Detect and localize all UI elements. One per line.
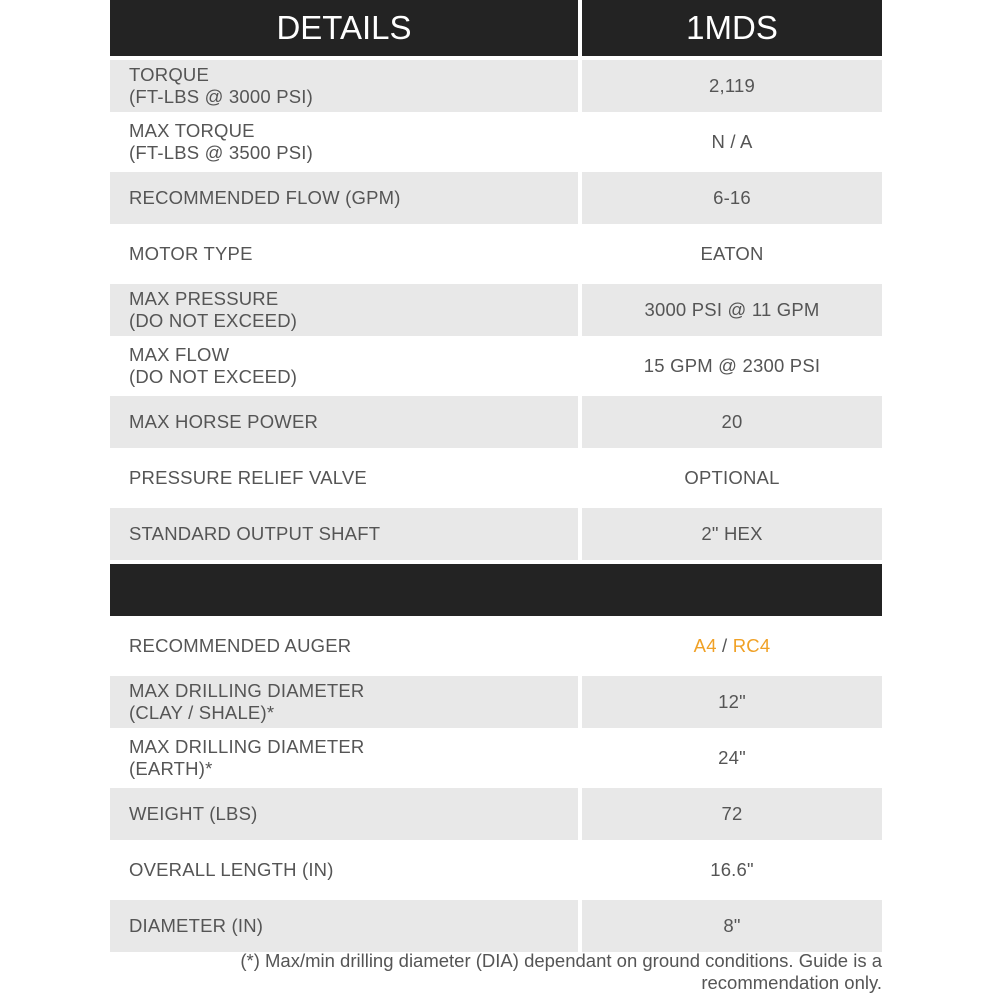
row-value: 15 GPM @ 2300 PSI: [643, 355, 821, 376]
row-value: [582, 620, 882, 672]
row-value: OPTIONAL: [684, 467, 780, 488]
table-row: [110, 396, 882, 448]
row-label: MAX HORSE POWER: [110, 396, 578, 448]
table-row: [110, 900, 882, 952]
row-value: EATON: [700, 243, 764, 264]
section-divider: [110, 564, 882, 616]
row-value: 2" HEX: [582, 508, 882, 560]
table-row: [110, 676, 882, 728]
table-row: [110, 228, 882, 280]
row-label: MAX DRILLING DIAMETER (CLAY / SHALE)*: [110, 676, 578, 728]
table-row-recommended-auger: [110, 620, 882, 672]
auger-link-rc4[interactable]: RC4: [732, 635, 771, 656]
table-row: [110, 844, 882, 896]
footnote: (*) Max/min drilling diameter (DIA) dependant on ground conditions. Guide is a recommendation only.: [240, 950, 882, 993]
spec-rows-top: [110, 60, 882, 560]
row-value: 12": [582, 676, 882, 728]
spec-table: [110, 0, 882, 952]
row-value: 8": [582, 900, 882, 952]
row-value: N / A: [711, 131, 753, 152]
table-header: [110, 0, 882, 56]
row-label: MAX FLOW (DO NOT EXCEED): [129, 344, 298, 387]
row-label: TORQUE (FT-LBS @ 3000 PSI): [110, 60, 578, 112]
table-row: [110, 452, 882, 504]
table-row: [110, 60, 882, 112]
row-value: 3000 PSI @ 11 GPM: [582, 284, 882, 336]
row-value: 24": [718, 747, 746, 768]
row-value: 16.6": [710, 859, 754, 880]
row-label: MAX TORQUE (FT-LBS @ 3500 PSI): [129, 120, 314, 163]
row-label: MOTOR TYPE: [129, 243, 253, 264]
table-row: [110, 788, 882, 840]
row-label: WEIGHT (LBS): [110, 788, 578, 840]
auger-separator: /: [722, 635, 728, 656]
table-row: [110, 284, 882, 336]
row-label: MAX PRESSURE (DO NOT EXCEED): [110, 284, 578, 336]
row-label: DIAMETER (IN): [110, 900, 578, 952]
table-row: [110, 508, 882, 560]
table-row: [110, 340, 882, 392]
row-label: STANDARD OUTPUT SHAFT: [110, 508, 578, 560]
spec-rows-bottom: [110, 676, 882, 952]
auger-link-a4[interactable]: A4: [693, 635, 717, 656]
table-row: [110, 172, 882, 224]
row-label: PRESSURE RELIEF VALVE: [129, 467, 367, 488]
table-row: [110, 116, 882, 168]
header-model: 1MDS: [582, 0, 882, 56]
header-details: DETAILS: [110, 0, 578, 56]
row-label: RECOMMENDED FLOW (GPM): [110, 172, 578, 224]
row-label: OVERALL LENGTH (IN): [129, 859, 334, 880]
table-row: [110, 732, 882, 784]
row-label: MAX DRILLING DIAMETER (EARTH)*: [129, 736, 365, 779]
row-value: 6-16: [582, 172, 882, 224]
row-value: 2,119: [582, 60, 882, 112]
row-value: 20: [582, 396, 882, 448]
row-label: RECOMMENDED AUGER: [129, 635, 352, 656]
row-value: 72: [582, 788, 882, 840]
